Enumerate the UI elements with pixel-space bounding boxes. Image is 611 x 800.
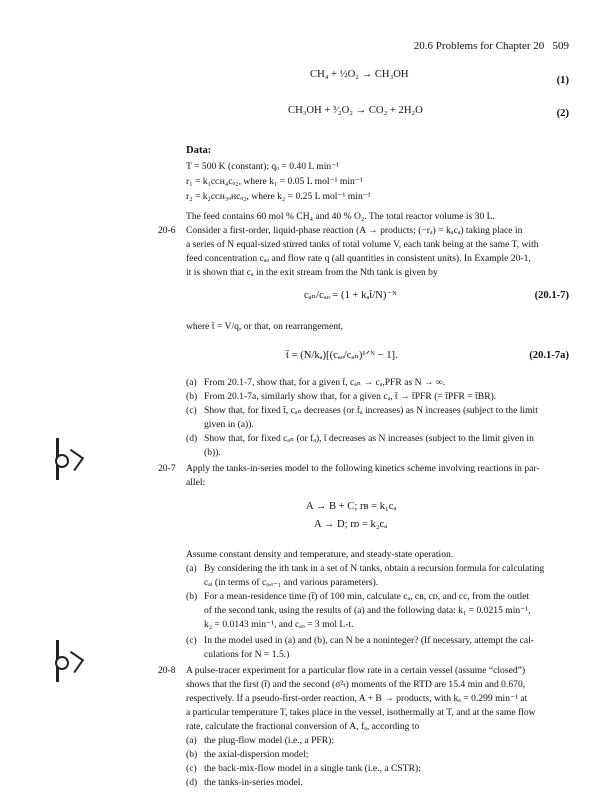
p206-part-b-tag: (b) [186, 391, 198, 402]
equation-20-1-7-label: (20.1-7) [534, 290, 569, 301]
running-header [414, 40, 569, 54]
p207-part-a-1: By considering the ith tank in a set of N tanks, obtain a recursion formula for calculating [204, 563, 545, 574]
p206-intro-3: feed concentration cₐₒ and flow rate q (all quantities in consistent units). In Example 20-1, [186, 253, 531, 264]
p208-part-c-tag: (c) [186, 763, 197, 774]
problem-number-20-8: 20-8 [158, 665, 176, 676]
reaction-1: A → B + C; rʙ = k₁cₐ [306, 501, 397, 512]
p207-part-b-2: of the second tank, using the results of (a) and the following data: k₁ = 0.0215 min⁻¹, [204, 605, 531, 616]
p206-part-c-2: given in (a)). [204, 419, 254, 430]
p206-mid-text: where t̄ = V/q, or that, on rearrangement, [186, 321, 344, 332]
equation-1: CH₄ + ½O₂ → CH₃OH [310, 69, 409, 80]
p207-part-c-1: In the model used in (a) and (b), can N be a noninteger? (If necessary, attempt the cal- [204, 635, 534, 646]
p206-intro-1: Consider a first-order, liquid-phase reaction (A → products; (−rₐ) = kₐcₐ) taking place in [186, 225, 523, 236]
header-section: 20.6 Problems for Chapter 20 [413, 40, 545, 52]
problem-number-20-7: 20-7 [158, 463, 176, 474]
p208-part-a-tag: (a) [186, 735, 197, 746]
equation-20-1-7: cₐₙ/cₐₒ = (1 + kₐt̄/N)⁻ᴺ [304, 290, 397, 301]
equation-20-1-7a: t̄ = (N/kₐ)[(cₐₒ/cₐₙ)¹ᐟᴺ − 1]. [286, 350, 398, 361]
p208-intro-4: a particular temperature T, takes place in the vessel, isothermally at T, and at the same flow [186, 707, 536, 718]
p207-part-c-tag: (c) [186, 635, 197, 646]
p207-assume: Assume constant density and temperature, and steady-state operation. [186, 549, 454, 560]
margin-computer-icon [56, 438, 89, 480]
p207-part-b-tag: (b) [186, 591, 198, 602]
p208-intro-2: shows that the first (t̄) and the second (σ²ₜ) moments of the RTD are 15.4 min and 0.670, [186, 679, 526, 690]
p206-intro-2: a series of N equal-sized stirred tanks of total volume V, each tank being at the same T, with [186, 239, 539, 250]
equation-20-1-7a-label: (20.1-7a) [529, 350, 569, 361]
p206-intro-4: it is shown that cₐ in the exit stream from the Nth tank is given by [186, 267, 438, 278]
p206-part-a: From 20.1-7, show that, for a given t̄, cₐₙ → cₐ,PFR as N → ∞. [204, 377, 446, 388]
p207-part-a-2: cₐᵢ (in terms of cₐ,ᵢ₋₁ and various parameters). [204, 577, 379, 588]
data-line-2: r₁ = k₁cᴄʜ₄cₒ₂, where k₁ = 0.05 L mol⁻¹ min⁻¹ [186, 176, 363, 187]
p208-part-a: the plug-flow model (i.e., a PFR); [204, 735, 335, 746]
data-line-3: r₂ = k₂cᴄʜ₃ₒʜcₒ₂, where k₂ = 0.25 L mol⁻¹ min⁻¹ [186, 191, 371, 202]
p208-part-d: the tanks-in-series model. [204, 777, 303, 788]
p208-intro-1: A pulse-tracer experiment for a particular flow rate in a certain vessel (assume “closed”) [186, 665, 526, 676]
p208-part-d-tag: (d) [186, 777, 198, 788]
p206-part-a-tag: (a) [186, 377, 197, 388]
problem-number-20-6: 20-6 [158, 225, 176, 236]
p207-intro-1: Apply the tanks-in-series model to the following kinetics scheme involving reactions in par- [186, 463, 540, 474]
p208-part-b: the axial-dispersion model; [204, 749, 309, 760]
p206-part-b: From 20.1-7a, similarly show that, for a given cₐ, t̄ → t̄PFR (= t̄PFR = t̄BR). [204, 391, 497, 402]
p208-intro-5: rate, calculate the fractional conversion of A, fₐ, according to [186, 721, 420, 732]
reaction-2: A → D; rᴅ = k₂cₐ [314, 519, 388, 530]
p208-part-b-tag: (b) [186, 749, 198, 760]
p206-part-d-2: (b)). [204, 447, 221, 458]
p206-part-c-1: Show that, for fixed t̄, cₐₙ decreases (or fₐ increases) as N increases (subject to the limit [204, 405, 538, 416]
margin-computer-icon-2 [56, 640, 89, 682]
p208-intro-3: respectively. If a pseudo-first-order reaction, A + B → products, with kₐ = 0.299 min⁻¹ at [186, 693, 528, 704]
p208-part-c: the back-mix-flow model in a single tank (i.e., a CSTR); [204, 763, 421, 774]
p207-part-c-2: culations for N = 1.5.) [204, 649, 290, 660]
data-title: Data: [186, 145, 212, 156]
equation-1-label: (1) [556, 75, 569, 86]
equation-2-label: (2) [556, 108, 569, 119]
p207-part-a-tag: (a) [186, 563, 197, 574]
p207-part-b-1: For a mean-residence time (t̄) of 100 min, calculate cₐ, cʙ, cᴅ, and cc, from the outlet [204, 591, 530, 602]
p207-part-b-3: k₂ = 0.0143 min⁻¹, and cₐₒ = 3 mol L-t. [204, 619, 354, 630]
page-number: 509 [552, 40, 569, 52]
p206-part-c-tag: (c) [186, 405, 197, 416]
data-line-1: T = 500 K (constant); qₒ = 0.40 L min⁻¹ [186, 161, 340, 172]
equation-2: CH₃OH + ³⁄₂O₂ → CO₂ + 2H₂O [288, 105, 423, 116]
p207-intro-2: allel: [186, 477, 206, 488]
p206-part-d-tag: (d) [186, 433, 198, 444]
p206-part-d-1: Show that, for fixed cₐₙ (or fₐ), t̄ decreases as N increases (subject to the limit given in [204, 433, 534, 444]
feed-text: The feed contains 60 mol % CH₄ and 40 % O₂. The total reactor volume is 30 L. [186, 211, 495, 222]
